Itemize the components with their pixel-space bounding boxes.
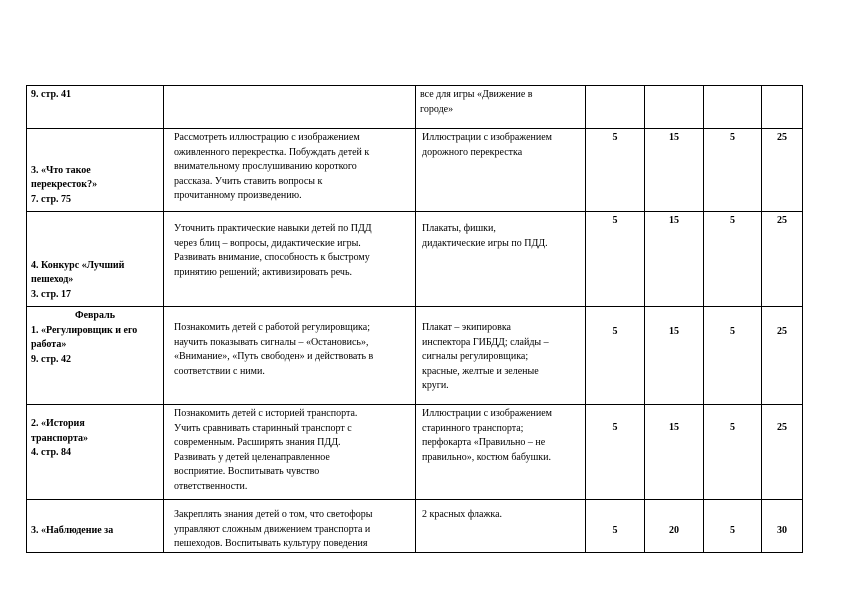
materials-line: сигналы регулировщика; [422, 351, 529, 362]
goal-cell [164, 307, 416, 405]
table-row [27, 212, 803, 307]
materials-line: дидактические игры по ПДД. [422, 237, 548, 249]
materials-cell [416, 405, 586, 500]
goal-line: Рассмотреть иллюстрацию с изображением [174, 132, 360, 143]
hours-cell: 5 [586, 129, 645, 212]
hours-cell: 5 [704, 500, 762, 553]
curriculum-table [26, 85, 803, 553]
topic-line: 3. «Наблюдение за [31, 525, 114, 536]
goal-line: через блиц – вопросы, дидактические игры. [174, 237, 361, 249]
goal-line: «Внимание», «Путь свободен» и действовать в [174, 351, 374, 362]
materials-cell [416, 129, 586, 212]
topic-cell [27, 307, 164, 405]
goal-line: оживленного перекрестка. Побуждать детей к [174, 146, 370, 158]
materials-line: старинного транспорта; [422, 422, 524, 434]
materials-cell [416, 86, 586, 129]
hours-cell: 5 [704, 405, 762, 500]
topic-line: транспорта» [31, 432, 89, 444]
hours-cell: 15 [645, 405, 704, 500]
hours-cell: 15 [645, 129, 704, 212]
topic-line: 4. стр. 84 [31, 447, 72, 458]
topic-line: 4. Конкурс «Лучший [31, 259, 125, 271]
hours-cell [704, 86, 762, 129]
topic-cell [27, 500, 164, 553]
materials-line: Плакаты, фишки, [422, 223, 496, 234]
materials-line: городе» [420, 103, 454, 115]
hours-cell: 30 [762, 500, 803, 553]
hours-cell [762, 86, 803, 129]
topic-line: 3. стр. 17 [31, 288, 72, 300]
hours-cell: 25 [762, 129, 803, 212]
materials-cell [416, 500, 586, 553]
hours-cell [645, 86, 704, 129]
goal-line: Уточнить практические навыки детей по ПДД [174, 223, 372, 234]
goal-line: современным. Расширять знания ПДД. [174, 437, 341, 448]
materials-line: Иллюстрации с изображением [422, 408, 552, 419]
goal-cell [164, 500, 416, 553]
goal-line: Учить сравнивать старинный транспорт с [174, 422, 352, 434]
goal-cell [164, 86, 416, 129]
goal-cell [164, 212, 416, 307]
hours-cell: 15 [645, 307, 704, 405]
goal-line: Развивать внимание, способность к быстрому [174, 252, 370, 263]
goal-line: восприятие. Воспитывать чувство [174, 466, 320, 477]
goal-line: пешеходов. Воспитывать культуру поведения [174, 538, 368, 549]
hours-cell [586, 86, 645, 129]
hours-cell: 20 [645, 500, 704, 553]
materials-line: красные, желтые и зеленые [422, 365, 539, 377]
hours-cell: 25 [762, 212, 803, 307]
hours-cell: 5 [586, 405, 645, 500]
topic-cell [27, 212, 164, 307]
topic-cell [27, 405, 164, 500]
goal-line: прочитанному произведению. [174, 190, 302, 201]
topic-cell [27, 86, 164, 129]
goal-line: принятию решений; активизировать речь. [174, 266, 352, 278]
month-heading: Февраль [75, 310, 115, 321]
topic-line: 7. стр. 75 [31, 193, 72, 205]
hours-cell: 15 [645, 212, 704, 307]
topic-line: 9. стр. 42 [31, 353, 72, 365]
materials-cell [416, 307, 586, 405]
topic-line: 2. «История [31, 418, 85, 429]
topic-line: 9. стр. 41 [31, 89, 72, 100]
materials-line: круги. [422, 380, 449, 391]
materials-line: 2 красных флажка. [422, 509, 503, 520]
hours-cell: 5 [586, 500, 645, 553]
hours-cell: 5 [586, 212, 645, 307]
topic-cell [27, 129, 164, 212]
topic-line: пешеход» [31, 274, 74, 285]
goal-line: ответственности. [174, 480, 248, 492]
materials-line: инспектора ГИБДД; слайды – [422, 336, 549, 348]
materials-cell [416, 212, 586, 307]
goal-line: управляют сложным движением транспорта и [174, 523, 371, 535]
hours-cell: 5 [704, 212, 762, 307]
materials-line: Иллюстрации с изображением [422, 132, 552, 143]
hours-cell: 25 [762, 405, 803, 500]
topic-line: перекресток?» [31, 179, 98, 190]
materials-line: все для игры «Движение в [420, 89, 533, 100]
goal-line: рассказа. Учить ставить вопросы к [174, 175, 323, 187]
topic-line: 1. «Регулировщик и его [31, 324, 138, 336]
topic-line: работа» [31, 339, 67, 350]
materials-line: дорожного перекрестка [422, 146, 523, 158]
goal-line: Закреплять знания детей о том, что светофоры [174, 509, 373, 520]
materials-line: перфокарта «Правильно – не [422, 437, 546, 448]
topic-line: 3. «Что такое [31, 164, 91, 176]
goal-line: соответствии с ними. [174, 365, 265, 377]
goal-line: Познакомить детей с работой регулировщика; [174, 322, 370, 333]
hours-cell: 5 [586, 307, 645, 405]
goal-line: Познакомить детей с историей транспорта. [174, 408, 358, 419]
table-row [27, 405, 803, 500]
table-row [27, 86, 803, 129]
table-row [27, 500, 803, 553]
materials-line: Плакат – экипировка [422, 322, 511, 333]
materials-line: правильно», костюм бабушки. [422, 451, 551, 463]
table-row [27, 307, 803, 405]
goal-cell [164, 129, 416, 212]
goal-line: внимательному прослушиванию короткого [174, 161, 357, 172]
goal-cell [164, 405, 416, 500]
hours-cell: 5 [704, 307, 762, 405]
goal-line: научить показывать сигналы – «Остановись», [174, 336, 369, 348]
table-row [27, 129, 803, 212]
hours-cell: 25 [762, 307, 803, 405]
hours-cell: 5 [704, 129, 762, 212]
goal-line: Развивать у детей целенаправленное [174, 451, 330, 463]
